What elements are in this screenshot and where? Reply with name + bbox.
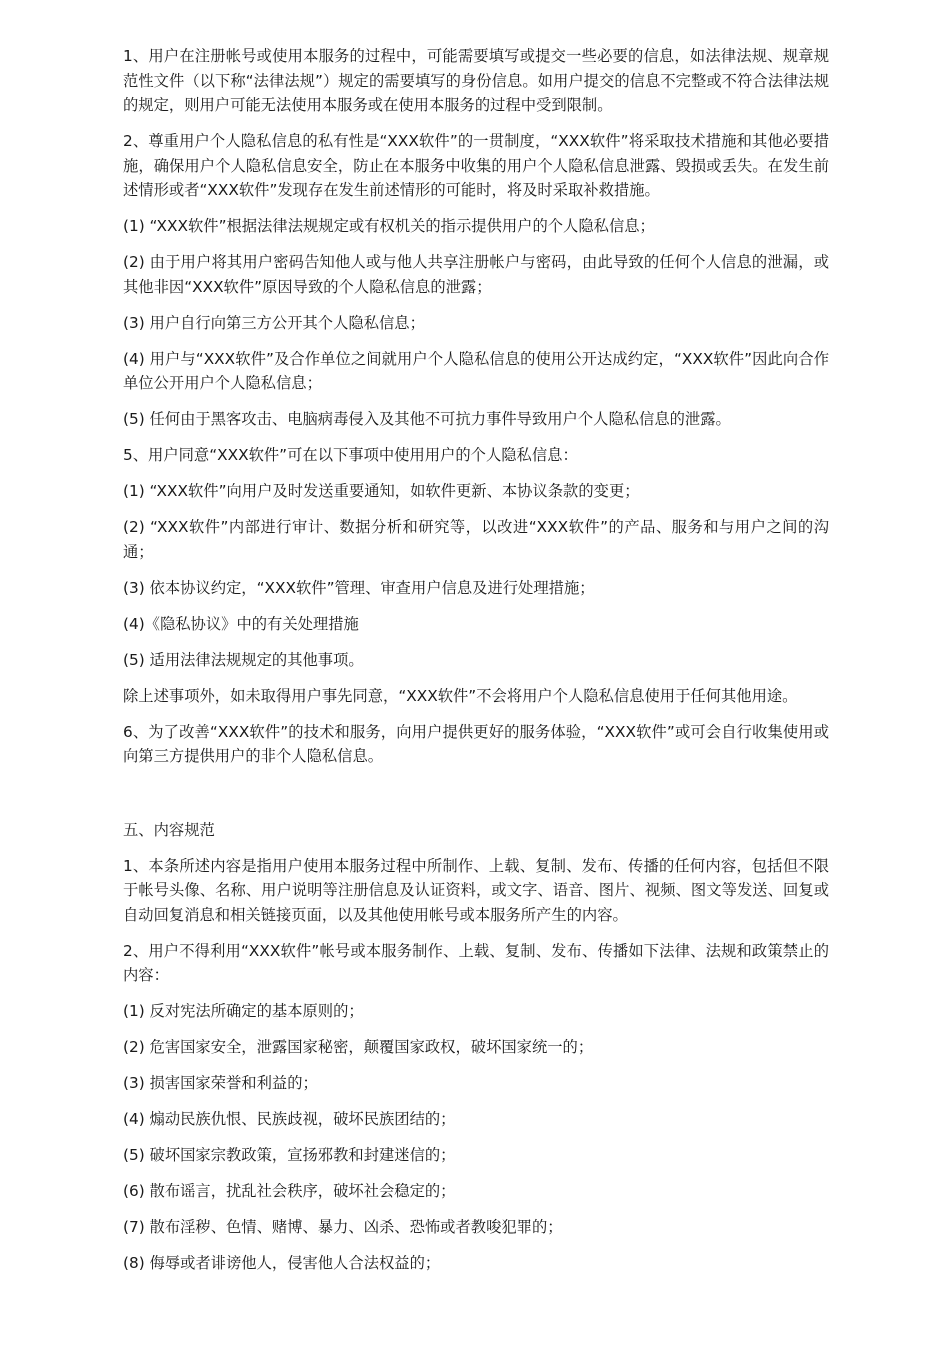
list-item: (3) 用户自行向第三方公开其个人隐私信息； <box>123 313 425 332</box>
list-item: (2) “XXX软件”内部进行审计、数据分析和研究等，以改进“XXX软件”的产品、服务和与用户之间的沟通； <box>123 518 829 561</box>
paragraph-usage-consent: 5、用户同意“XXX软件”可在以下事项中使用用户的个人隐私信息： <box>123 446 578 464</box>
list-item: (1) “XXX软件”向用户及时发送重要通知，如软件更新、本协议条款的变更； <box>123 482 640 500</box>
paragraph-non-private-info: 6、为了改善“XXX软件”的技术和服务，向用户提供更好的服务体验，“XXX软件”或可会自行收集使用或向第三方提供用户的非个人隐私信息。 <box>123 722 829 765</box>
list-item: (4) 煽动民族仇恨、民族歧视，破坏民族团结的； <box>123 1110 456 1128</box>
list-item: (8) 侮辱或者诽谤他人，侵害他人合法权益的； <box>123 1254 441 1272</box>
list-item: (7) 散布淫秽、色情、赌博、暴力、凶杀、恐怖或者教唆犯罪的； <box>123 1218 563 1236</box>
paragraph-registration-info: 1、用户在注册帐号或使用本服务的过程中，可能需要填写或提交一些必要的信息，如法律法规、规章规范性文件（以下称“法律法规”）规定的需要填写的身份信息。如用户提交的信息不完整或不符合法律法规的规定，则用户可能无法使用本服务或在使用本服务的过程中受到限制。 <box>123 47 829 114</box>
list-item: (1) “XXX软件”根据法律法规规定或有权机关的指示提供用户的个人隐私信息； <box>123 217 655 235</box>
list-item: (5) 任何由于黑客攻击、电脑病毒侵入及其他不可抗力事件导致用户个人隐私信息的泄露。 <box>123 410 731 428</box>
list-item: (1) 反对宪法所确定的基本原则的； <box>123 1002 364 1020</box>
document-page <box>123 44 829 1287</box>
list-item: (6) 散布谣言，扰乱社会秩序，破坏社会稳定的； <box>123 1182 456 1200</box>
paragraph-prohibited-content: 2、用户不得利用“XXX软件”帐号或本服务制作、上载、复制、发布、传播如下法律、法规和政策禁止的内容： <box>123 941 829 984</box>
paragraph-privacy-policy: 2、尊重用户个人隐私信息的私有性是“XXX软件”的一贯制度，“XXX软件”将采取技术措施和其他必要措施，确保用户个人隐私信息安全，防止在本服务中收集的用户个人隐私信息泄露、毁损或丢失。在发生前述情形或者“XXX软件”发现存在发生前述情形的可能时，将及时采取补救措施。 <box>123 132 829 199</box>
section-heading-content-rules: 五、内容规范 <box>123 820 215 839</box>
list-item: (2) 由于用户将其用户密码告知他人或与他人共享注册帐户与密码，由此导致的任何个人信息的泄漏，或其他非因“XXX软件”原因导致的个人隐私信息的泄露； <box>123 253 829 296</box>
list-item: (5) 破坏国家宗教政策，宣扬邪教和封建迷信的； <box>123 1146 456 1164</box>
list-item: (5) 适用法律法规规定的其他事项。 <box>123 650 364 669</box>
paragraph-content-definition: 1、本条所述内容是指用户使用本服务过程中所制作、上载、复制、发布、传播的任何内容，包括但不限于帐号头像、名称、用户说明等注册信息及认证资料，或文字、语音、图片、视频、图文等发送、回复或自动回复消息和相关链接页面，以及其他使用帐号或本服务所产生的内容。 <box>123 856 829 924</box>
list-item: (2) 危害国家安全，泄露国家秘密，颠覆国家政权，破坏国家统一的； <box>123 1038 594 1056</box>
list-item: (4)《隐私协议》中的有关处理措施 <box>123 614 359 633</box>
list-item: (4) 用户与“XXX软件”及合作单位之间就用户个人隐私信息的使用公开达成约定，“XXX软件”因此向合作单位公开用户个人隐私信息； <box>123 349 829 392</box>
list-item: (3) 损害国家荣誉和利益的； <box>123 1074 318 1092</box>
list-item: (3) 依本协议约定，“XXX软件”管理、审查用户信息及进行处理措施； <box>123 578 595 597</box>
paragraph-no-other-use: 除上述事项外，如未取得用户事先同意，“XXX软件”不会将用户个人隐私信息使用于任何其他用途。 <box>123 686 798 705</box>
